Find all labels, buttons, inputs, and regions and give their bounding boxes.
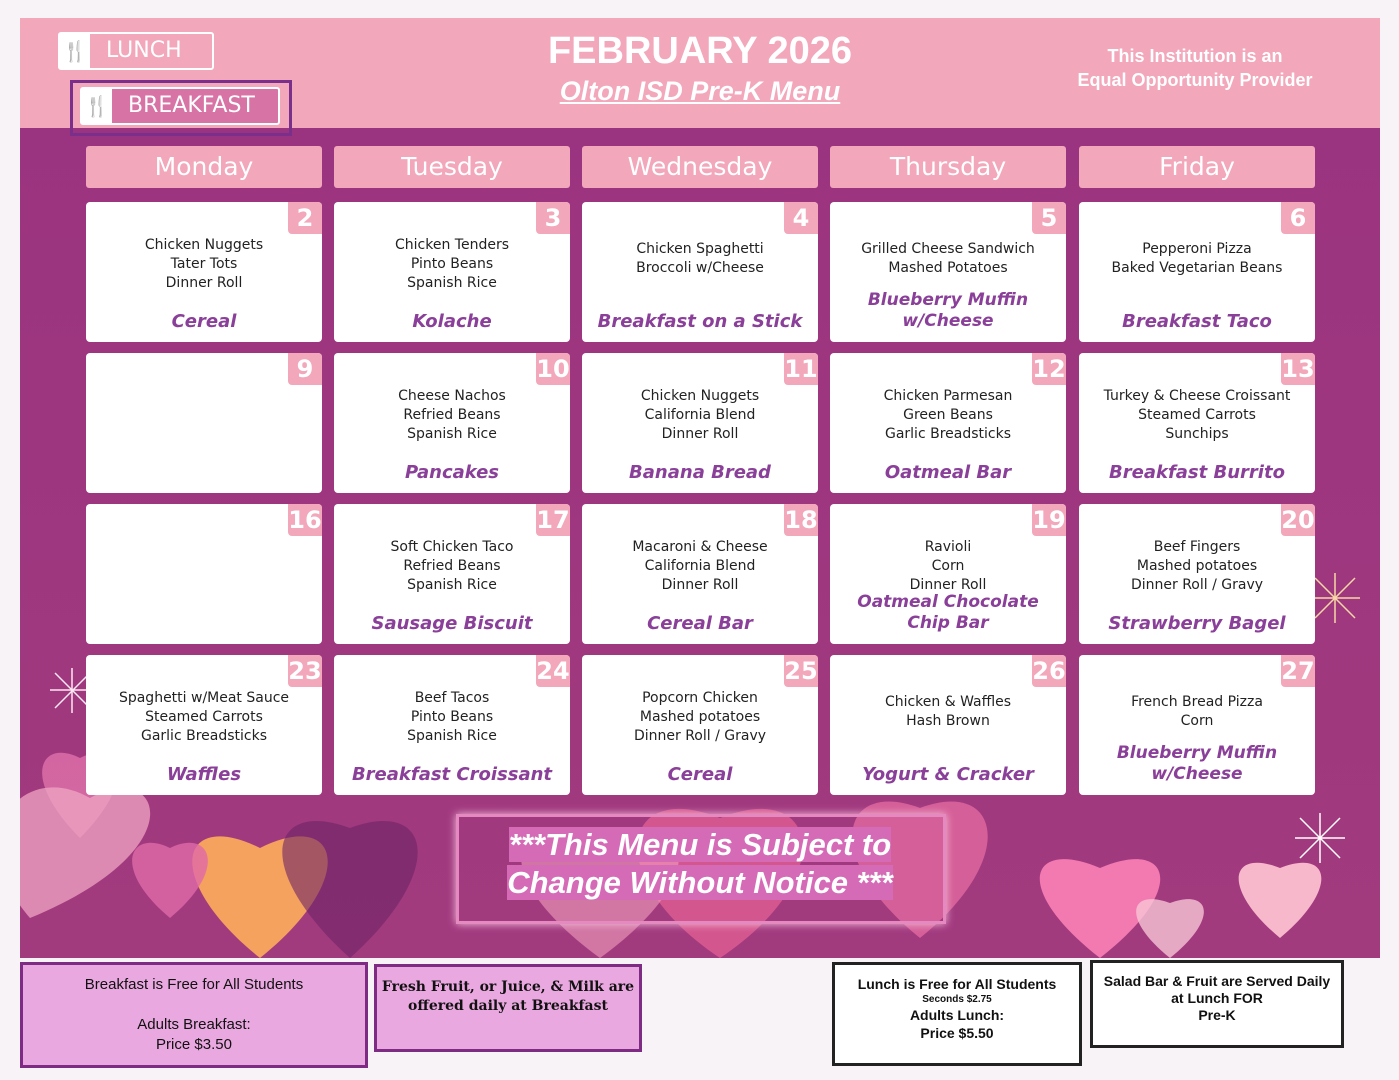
lunch-item: Popcorn Chicken — [642, 690, 758, 706]
day-number: 23 — [288, 657, 322, 685]
day-number: 12 — [1032, 355, 1066, 383]
menu-day-cell — [86, 202, 322, 342]
menu-page — [20, 18, 1380, 958]
day-number: 11 — [784, 355, 818, 383]
lunch-tag — [58, 32, 214, 70]
lunch-item: Spanish Rice — [407, 426, 497, 442]
lunch-item: Chicken & Waffles — [884, 694, 1012, 710]
note-line: at Lunch FOR — [1171, 990, 1263, 1006]
day-header-wednesday: Wednesday — [582, 146, 818, 188]
breakfast-item: Breakfast on a Stick — [597, 311, 803, 332]
note-line: Salad Bar & Fruit are Served Daily — [1103, 973, 1331, 989]
breakfast-item: Oatmeal Bar — [884, 462, 1012, 483]
menu-day-cell — [334, 202, 570, 342]
day-number: 27 — [1281, 657, 1315, 685]
lunch-item: Mashed Potatoes — [888, 260, 1008, 276]
lunch-item: Pinto Beans — [410, 709, 494, 725]
lunch-item: Dinner Roll / Gravy — [633, 728, 767, 744]
menu-day-cell — [334, 655, 570, 795]
day-number: 5 — [1032, 202, 1066, 234]
breakfast-tag-label: BREAKFAST — [128, 93, 255, 118]
menu-day-cell — [830, 504, 1066, 644]
lunch-items — [588, 538, 812, 595]
lunch-item: Chicken Spaghetti — [636, 241, 764, 257]
day-number: 26 — [1032, 657, 1066, 685]
menu-day-cell — [1079, 655, 1315, 795]
lunch-item: Tater Tots — [170, 256, 238, 272]
eop-line: Equal Opportunity Provider — [1077, 70, 1313, 90]
lunch-price-note — [832, 962, 1082, 1066]
day-number: 10 — [536, 355, 570, 383]
lunch-items — [1085, 693, 1309, 731]
lunch-item: Spanish Rice — [407, 728, 497, 744]
breakfast-item: Blueberry Muffin w/Cheese — [867, 290, 1029, 331]
day-number: 4 — [784, 202, 818, 234]
day-number: 24 — [536, 657, 570, 685]
day-header-friday: Friday — [1079, 146, 1315, 188]
menu-day-cell — [582, 504, 818, 644]
lunch-item: Hash Brown — [906, 713, 990, 729]
lunch-item: Chicken Parmesan — [883, 388, 1013, 404]
lunch-items — [340, 689, 564, 746]
menu-day-cell — [334, 504, 570, 644]
breakfast-item: Blueberry Muffin w/Cheese — [1116, 743, 1278, 784]
lunch-item: Soft Chicken Taco — [390, 539, 514, 555]
breakfast-item: Cereal — [171, 311, 237, 332]
lunch-item: Baked Vegetarian Beans — [1111, 260, 1283, 276]
note-line: Price $5.50 — [920, 1025, 994, 1041]
lunch-item: Sunchips — [1165, 426, 1229, 442]
lunch-tag-label: LUNCH — [106, 38, 182, 63]
fork-icon: 🍴 — [60, 34, 90, 68]
note-line: Fresh Fruit, or Juice, & Milk are — [381, 979, 635, 995]
day-number: 19 — [1032, 506, 1066, 534]
breakfast-item: Oatmeal Chocolate Chip Bar — [857, 592, 1039, 633]
lunch-item: Refried Beans — [403, 407, 501, 423]
breakfast-item: Banana Bread — [629, 462, 771, 483]
lunch-items — [92, 689, 316, 746]
page-title: FEBRUARY 2026 — [547, 30, 853, 72]
lunch-item: Beef Tacos — [414, 690, 490, 706]
menu-day-cell — [1079, 504, 1315, 644]
lunch-item: Macaroni & Cheese — [632, 539, 768, 555]
note-line: Pre-K — [1198, 1007, 1236, 1023]
lunch-items — [836, 693, 1060, 731]
lunch-items — [836, 240, 1060, 278]
day-header-tuesday: Tuesday — [334, 146, 570, 188]
lunch-item: Garlic Breadsticks — [884, 426, 1011, 442]
lunch-item: California Blend — [644, 558, 756, 574]
notice-line: Change Without Notice *** — [507, 865, 893, 900]
day-number: 25 — [784, 657, 818, 685]
lunch-item: Spanish Rice — [407, 275, 497, 291]
sparkle-shape — [1310, 573, 1360, 623]
lunch-item: California Blend — [644, 407, 756, 423]
menu-day-cell — [582, 202, 818, 342]
lunch-items — [92, 236, 316, 293]
lunch-item: Corn — [931, 558, 965, 574]
breakfast-item: Breakfast Burrito — [1109, 462, 1285, 483]
lunch-item: Refried Beans — [403, 558, 501, 574]
lunch-item: Corn — [1180, 713, 1214, 729]
day-header-thursday: Thursday — [830, 146, 1066, 188]
lunch-item: French Bread Pizza — [1131, 694, 1263, 710]
equal-opportunity-notice — [1050, 44, 1340, 92]
lunch-item: Grilled Cheese Sandwich — [861, 241, 1035, 257]
lunch-item: Turkey & Cheese Croissant — [1103, 388, 1291, 404]
sparkle-shape — [1295, 813, 1345, 863]
lunch-item: Chicken Nuggets — [144, 237, 264, 253]
day-number: 9 — [288, 353, 322, 385]
lunch-item: Mashed potatoes — [639, 709, 761, 725]
note-line: Seconds $2.75 — [922, 994, 992, 1005]
breakfast-item: Kolache — [412, 311, 492, 332]
lunch-items — [340, 236, 564, 293]
day-number: 3 — [536, 202, 570, 234]
breakfast-item: Strawberry Bagel — [1108, 613, 1286, 634]
lunch-item: Ravioli — [924, 539, 972, 555]
lunch-item: Beef Fingers — [1153, 539, 1241, 555]
menu-day-cell — [582, 353, 818, 493]
menu-day-cell — [86, 655, 322, 795]
eop-line: This Institution is an — [1107, 46, 1283, 66]
day-number: 18 — [784, 506, 818, 534]
menu-day-cell — [830, 202, 1066, 342]
fork-icon: 🍴 — [82, 89, 112, 123]
menu-day-cell — [582, 655, 818, 795]
salad-bar-note — [1090, 960, 1344, 1048]
lunch-item: Chicken Tenders — [395, 237, 509, 253]
breakfast-item: Cereal Bar — [647, 613, 753, 634]
breakfast-item: Waffles — [166, 764, 242, 785]
lunch-items — [1085, 240, 1309, 278]
lunch-item: Broccoli w/Cheese — [636, 260, 764, 276]
menu-day-cell — [334, 353, 570, 493]
lunch-items — [588, 240, 812, 278]
lunch-items — [340, 538, 564, 595]
lunch-items — [836, 387, 1060, 444]
lunch-item: Mashed potatoes — [1136, 558, 1258, 574]
notice-line: ***This Menu is Subject to — [508, 827, 892, 862]
note-line: Price $3.50 — [156, 1036, 232, 1053]
note-line: Adults Lunch: — [909, 1007, 1005, 1023]
breakfast-fruit-note — [374, 964, 642, 1052]
lunch-item: Garlic Breadsticks — [140, 728, 267, 744]
breakfast-item: Cereal — [667, 764, 733, 785]
menu-day-cell — [1079, 353, 1315, 493]
menu-day-cell — [830, 655, 1066, 795]
day-number: 6 — [1281, 202, 1315, 234]
lunch-items — [1085, 538, 1309, 595]
note-line: Adults Breakfast: — [137, 1016, 251, 1033]
lunch-item: Dinner Roll — [661, 426, 739, 442]
lunch-item: Cheese Nachos — [398, 388, 506, 404]
lunch-item: Spanish Rice — [407, 577, 497, 593]
day-number: 13 — [1281, 355, 1315, 383]
day-number: 20 — [1281, 506, 1315, 534]
day-header-monday: Monday — [86, 146, 322, 188]
breakfast-item: Pancakes — [404, 462, 500, 483]
breakfast-item: Breakfast Taco — [1122, 311, 1272, 332]
menu-day-cell — [830, 353, 1066, 493]
change-notice — [490, 826, 910, 902]
lunch-item: Green Beans — [903, 407, 993, 423]
lunch-item: Dinner Roll — [909, 577, 987, 593]
page-subtitle: Olton ISD Pre-K Menu — [559, 76, 841, 106]
breakfast-tag — [80, 87, 280, 125]
lunch-item: Pinto Beans — [410, 256, 494, 272]
lunch-items — [588, 387, 812, 444]
lunch-item: Steamed Carrots — [145, 709, 263, 725]
day-number: 16 — [288, 506, 322, 534]
lunch-items — [836, 538, 1060, 595]
lunch-item: Chicken Nuggets — [640, 388, 760, 404]
lunch-item: Pepperoni Pizza — [1142, 241, 1252, 257]
breakfast-item: Breakfast Croissant — [351, 764, 553, 785]
lunch-item: Dinner Roll — [165, 275, 243, 291]
note-line: offered daily at Breakfast — [408, 998, 608, 1014]
breakfast-item: Sausage Biscuit — [371, 613, 533, 634]
lunch-item: Dinner Roll — [661, 577, 739, 593]
day-number: 17 — [536, 506, 570, 534]
lunch-item: Steamed Carrots — [1138, 407, 1256, 423]
lunch-items — [1085, 387, 1309, 444]
note-line: Lunch is Free for All Students — [857, 976, 1057, 992]
note-line: Breakfast is Free for All Students — [84, 976, 304, 993]
day-number: 2 — [288, 202, 322, 234]
breakfast-price-note — [20, 962, 368, 1068]
breakfast-item: Yogurt & Cracker — [862, 764, 1034, 785]
lunch-items — [588, 689, 812, 746]
menu-day-cell — [86, 353, 322, 493]
menu-day-cell — [1079, 202, 1315, 342]
lunch-items — [340, 387, 564, 444]
lunch-item: Dinner Roll / Gravy — [1130, 577, 1264, 593]
menu-day-cell — [86, 504, 322, 644]
lunch-item: Spaghetti w/Meat Sauce — [118, 690, 290, 706]
